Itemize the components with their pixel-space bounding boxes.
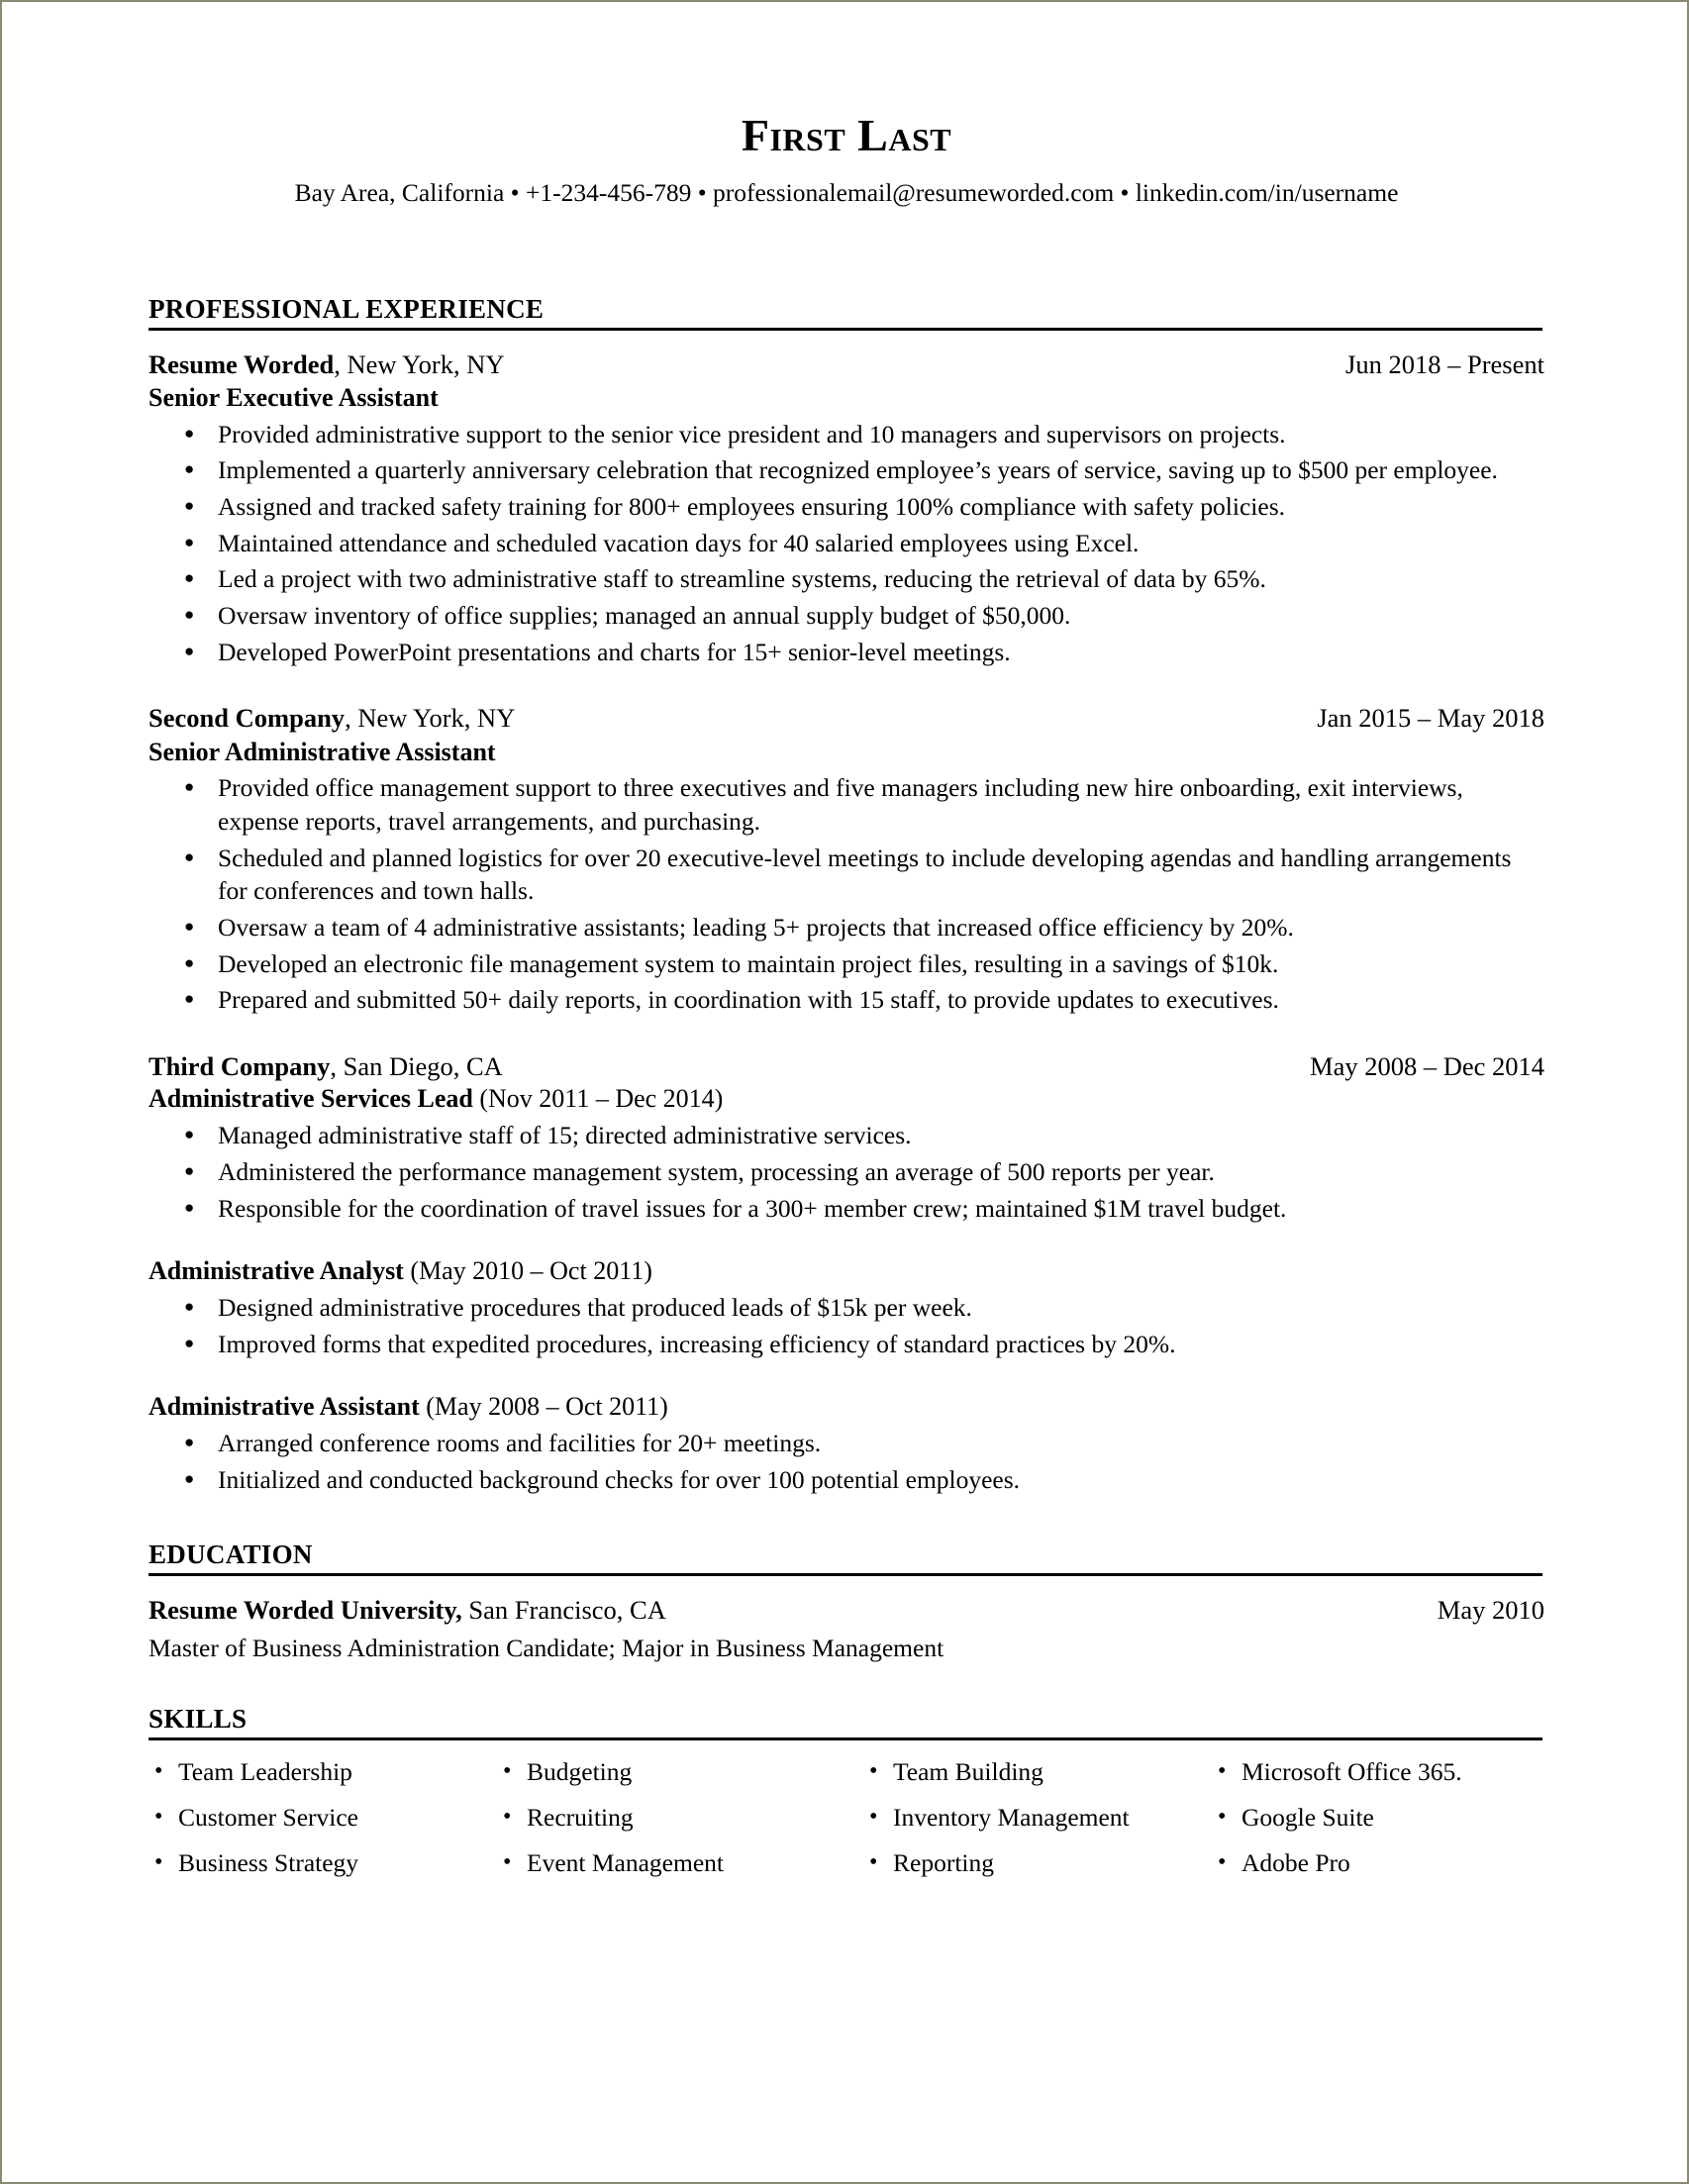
skills-grid <box>149 1758 1544 1895</box>
bullet-item: ● Assigned and tracked safety training for 800+ employees ensuring 100% compliance with safety policies. <box>149 490 1544 524</box>
experience-bullet-list <box>149 418 1544 669</box>
sub-role-name: Administrative Assistant <box>149 1392 420 1422</box>
section-title-experience: PROFESSIONAL EXPERIENCE <box>149 293 545 324</box>
sub-role-name: Administrative Services Lead <box>149 1084 473 1114</box>
section-divider <box>149 1737 1542 1740</box>
sub-role-dates: (Nov 2011 – Dec 2014) <box>472 1084 724 1114</box>
experience-bullet-list <box>149 1291 1544 1360</box>
experience-dates: Jun 2018 – Present <box>1345 348 1544 379</box>
experience-entry-header <box>149 1050 1544 1082</box>
experience-organization <box>149 348 505 380</box>
company-location: , San Diego, CA <box>330 1051 503 1082</box>
sub-role-dates: (May 2010 – Oct 2011) <box>403 1256 652 1286</box>
bullet-item: ● Arranged conference rooms and facilities for 20+ meetings. <box>149 1427 1544 1460</box>
bullet-item: ● Oversaw inventory of office supplies; managed an annual supply budget of $50,000. <box>149 599 1544 633</box>
bullet-item: ● Maintained attendance and scheduled vacation days for 40 salaried employees using Excel. <box>149 527 1544 560</box>
section-title-skills: SKILLS <box>149 1703 248 1734</box>
skill-item: • Microsoft Office 365. <box>1212 1758 1539 1786</box>
experience-bullet-list <box>149 771 1544 1017</box>
sub-role-title <box>149 1254 1544 1288</box>
bullet-item: ● Prepared and submitted 50+ daily reports, in coordination with 15 staff, to provide updates to executives. <box>149 983 1544 1017</box>
candidate-name: First Last <box>741 110 952 160</box>
sub-role <box>149 1254 1544 1360</box>
bullet-item: ● Initialized and conducted background checks for over 100 potential employees. <box>149 1463 1544 1497</box>
experience-entry <box>149 348 1544 669</box>
section-divider <box>149 328 1542 331</box>
experience-dates: May 2008 – Dec 2014 <box>1310 1051 1544 1082</box>
job-title: Senior Executive Assistant <box>149 382 439 412</box>
bullet-item: ● Responsible for the coordination of travel issues for a 300+ member crew; maintained $1M travel budget. <box>149 1192 1544 1226</box>
skill-item: • Customer Service <box>149 1804 497 1832</box>
skill-item: • Event Management <box>497 1849 863 1877</box>
education-degree: Master of Business Administration Candidate; Major in Business Management <box>149 1633 944 1662</box>
school-location: San Francisco, CA <box>461 1595 666 1626</box>
company-name: Third Company <box>149 1051 331 1082</box>
skill-item: • Reporting <box>863 1849 1212 1877</box>
experience-bullet-list <box>149 1427 1544 1496</box>
experience-organization <box>149 702 515 734</box>
skill-item: • Budgeting <box>497 1758 863 1786</box>
education-organization <box>149 1594 666 1627</box>
sub-role-dates: (May 2008 – Oct 2011) <box>419 1392 668 1422</box>
experience-entry <box>149 702 1544 1017</box>
bullet-item: ● Led a project with two administrative staff to streamline systems, reducing the retrieval of data by 65%. <box>149 562 1544 596</box>
skill-item: • Google Suite <box>1212 1804 1539 1832</box>
section-divider <box>149 1573 1542 1576</box>
sub-role-title <box>149 1082 1544 1116</box>
skill-item: • Recruiting <box>497 1804 863 1832</box>
experience-organization <box>149 1050 503 1082</box>
school-name: Resume Worded University, <box>149 1595 462 1626</box>
job-title: Senior Administrative Assistant <box>149 737 496 766</box>
skill-item: • Team Building <box>863 1758 1212 1786</box>
bullet-item: ● Oversaw a team of 4 administrative assistants; leading 5+ projects that increased office efficiency by 20%. <box>149 911 1544 944</box>
bullet-item: ● Developed PowerPoint presentations and charts for 15+ senior-level meetings. <box>149 636 1544 669</box>
skill-item: • Inventory Management <box>863 1804 1212 1832</box>
company-name: Second Company <box>149 703 346 734</box>
bullet-item: ● Designed administrative procedures that produced leads of $15k per week. <box>149 1291 1544 1325</box>
contact-line: Bay Area, California • +1-234-456-789 • professionalemail@resumeworded.com • linkedin.com/in/username <box>294 178 1399 207</box>
experience-entry <box>149 1050 1544 1496</box>
bullet-item: ● Developed an electronic file management system to maintain project files, resulting in a savings of $10k. <box>149 947 1544 981</box>
skill-item: • Team Leadership <box>149 1758 497 1786</box>
education-date: May 2010 <box>1437 1595 1544 1626</box>
resume-body <box>149 2 1544 1895</box>
company-location: , New York, NY <box>334 348 505 379</box>
bullet-item: ● Provided administrative support to the senior vice president and 10 managers and supervisors on projects. <box>149 418 1544 451</box>
bullet-item: ● Provided office management support to three executives and five managers including new hire onboarding, exit interviews, expense reports, travel arrangements, and purchasing. <box>149 771 1544 838</box>
company-location: , New York, NY <box>345 703 516 734</box>
sub-role-name: Administrative Analyst <box>149 1256 404 1286</box>
section-skills <box>149 1704 1544 1895</box>
section-education <box>149 1539 1544 1663</box>
experience-bullet-list <box>149 1119 1544 1225</box>
sub-role <box>149 1390 1544 1496</box>
bullet-item: ● Scheduled and planned logistics for over 20 executive-level meetings to include developing agendas and handling arrangements for conferences and town halls. <box>149 842 1544 908</box>
sub-role <box>149 1082 1544 1225</box>
sub-role-title <box>149 1390 1544 1424</box>
experience-entry-header <box>149 702 1544 734</box>
experience-entry-header <box>149 348 1544 380</box>
bullet-item: ● Improved forms that expedited procedures, increasing efficiency of standard practices by 20%. <box>149 1328 1544 1361</box>
bullet-item: ● Implemented a quarterly anniversary celebration that recognized employee’s years of service, saving up to $500 per employee. <box>149 453 1544 487</box>
section-professional-experience <box>149 294 1544 1497</box>
education-entry-header <box>149 1594 1544 1627</box>
company-name: Resume Worded <box>149 348 335 379</box>
bullet-item: ● Administered the performance management system, processing an average of 500 reports per year. <box>149 1155 1544 1189</box>
bullet-item: ● Managed administrative staff of 15; directed administrative services. <box>149 1119 1544 1152</box>
skill-item: • Business Strategy <box>149 1849 497 1877</box>
skill-item: • Adobe Pro <box>1212 1849 1539 1877</box>
experience-dates: Jan 2015 – May 2018 <box>1317 703 1544 734</box>
section-title-education: EDUCATION <box>149 1539 313 1570</box>
